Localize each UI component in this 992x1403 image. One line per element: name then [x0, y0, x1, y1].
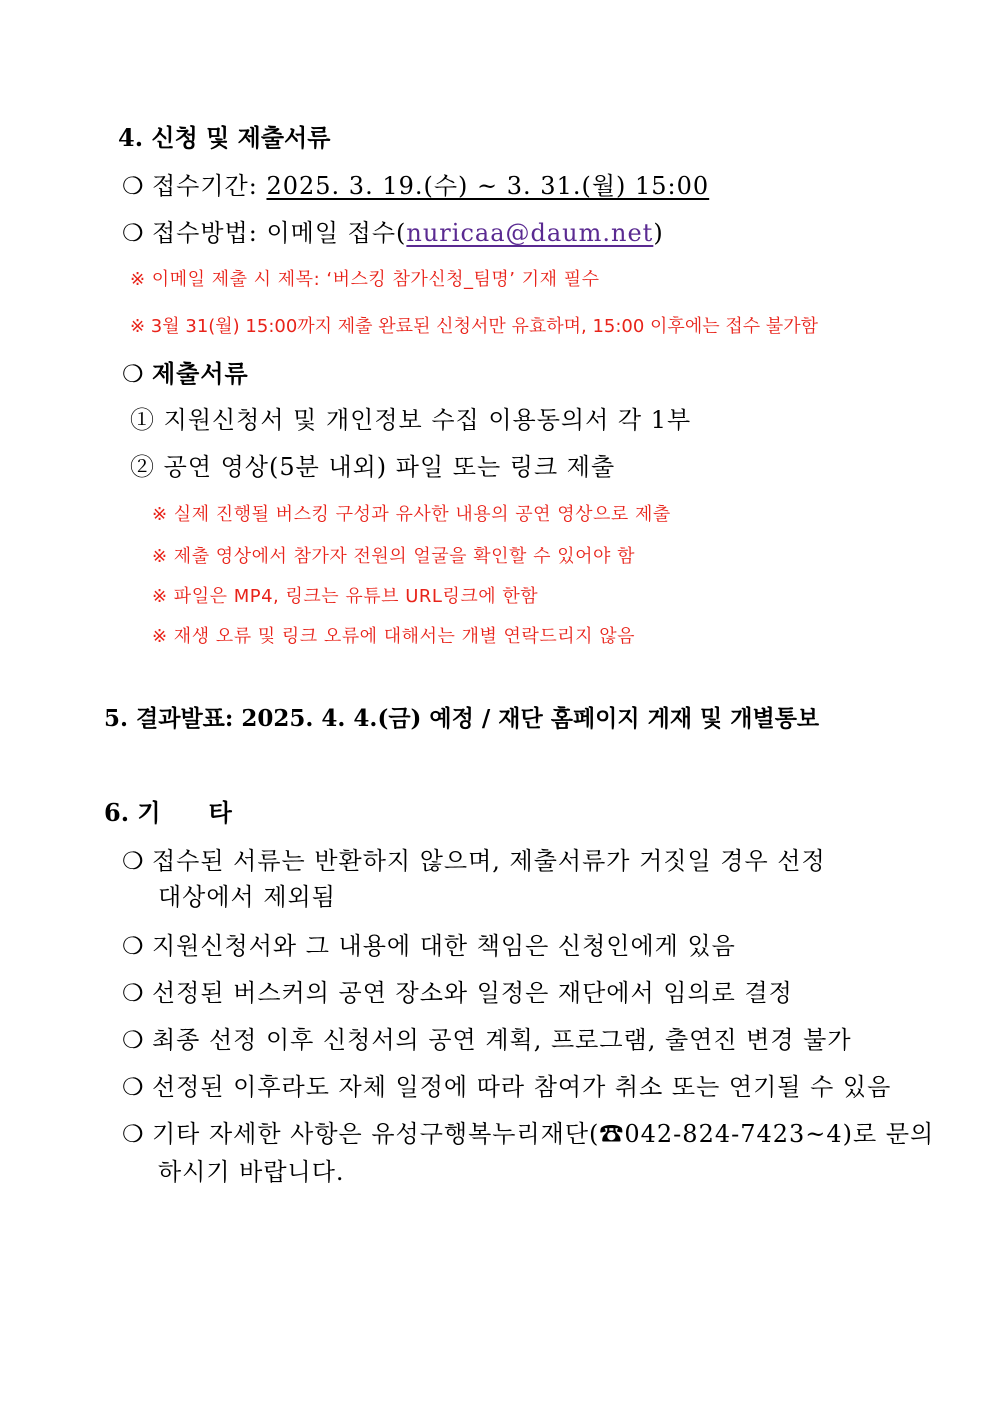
period-label: 접수기간:	[152, 172, 258, 200]
docs-label: 제출서류	[152, 359, 249, 388]
bullet-icon: ❍	[122, 979, 145, 1007]
bullet-icon: ❍	[122, 172, 145, 200]
video-note-3: ※ 파일은 MP4, 링크는 유튜브 URL링크에 한함	[152, 586, 539, 607]
section-5-title: 5. 결과발표: 2025. 4. 4.(금) 예정 / 재단 홈페이지 게재 및 개별통보	[104, 705, 820, 732]
etc-item-5: ❍ 선정된 이후라도 자체 일정에 따라 참여가 취소 또는 연기될 수 있음	[122, 1073, 892, 1101]
docs-line	[122, 359, 249, 388]
method-label: 접수방법: 이메일 접수(	[152, 219, 407, 247]
note-deadline: ※ 3월 31(월) 15:00까지 제출 완료된 신청서만 유효하며, 15:00 이후에는 접수 불가함	[130, 316, 818, 337]
etc-item-6-cont: 하시기 바랍니다.	[158, 1158, 345, 1186]
bullet-icon: ❍	[122, 932, 145, 960]
doc-item-2: ② 공연 영상(5분 내외) 파일 또는 링크 제출	[130, 453, 616, 481]
doc-item-1: ① 지원신청서 및 개인정보 수집 이용동의서 각 1부	[130, 406, 692, 434]
period-value: 2025. 3. 19.(수) ~ 3. 31.(월) 15:00	[266, 172, 710, 200]
bullet-icon: ❍	[122, 1073, 145, 1101]
period-line	[122, 174, 709, 198]
bullet-icon: ❍	[122, 219, 145, 247]
method-line	[122, 221, 664, 245]
section-4-title: 4. 신청 및 제출서류	[118, 123, 331, 152]
etc-item-6: ❍ 기타 자세한 사항은 유성구행복누리재단(☎042-824-7423~4)로 문의	[122, 1120, 935, 1148]
bullet-icon: ❍	[122, 1026, 145, 1054]
video-note-4: ※ 재생 오류 및 링크 오류에 대해서는 개별 연락드리지 않음	[152, 626, 635, 647]
note-email-title: ※ 이메일 제출 시 제목: ‘버스킹 참가신청_팀명’ 기재 필수	[130, 269, 600, 290]
etc-item-3: ❍ 선정된 버스커의 공연 장소와 일정은 재단에서 임의로 결정	[122, 979, 793, 1007]
etc-item-4: ❍ 최종 선정 이후 신청서의 공연 계획, 프로그램, 출연진 변경 불가	[122, 1026, 852, 1054]
etc-item-2: ❍ 지원신청서와 그 내용에 대한 책임은 신청인에게 있음	[122, 932, 736, 960]
video-note-2: ※ 제출 영상에서 참가자 전원의 얼굴을 확인할 수 있어야 함	[152, 546, 635, 567]
bullet-icon: ❍	[122, 1120, 145, 1148]
method-close: )	[653, 219, 664, 247]
bullet-icon: ❍	[122, 360, 145, 388]
bullet-icon: ❍	[122, 847, 145, 875]
email-link[interactable]: nuricaa@daum.net	[406, 219, 654, 247]
video-note-1: ※ 실제 진행될 버스킹 구성과 유사한 내용의 공연 영상으로 제출	[152, 504, 671, 525]
etc-item-1-cont: 대상에서 제외됨	[158, 883, 336, 911]
section-6-title: 6. 기 타	[104, 798, 232, 827]
etc-item-1: ❍ 접수된 서류는 반환하지 않으며, 제출서류가 거짓일 경우 선정	[122, 847, 826, 875]
